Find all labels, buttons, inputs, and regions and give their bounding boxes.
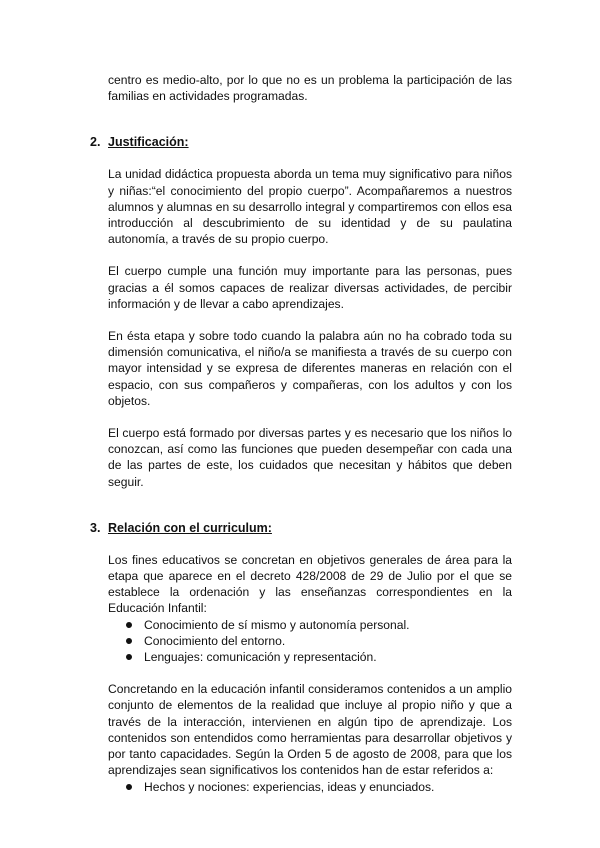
list-item	[126, 633, 512, 649]
list-item-text: Conocimiento de sí mismo y autonomía personal.	[144, 617, 410, 632]
curriculum-paragraph-2: Concretando en la educación infantil consideramos contenidos a un amplio conjunto de elementos de la realidad que incluye al propio niño y que a través de la interacción, intervienen en algún tipo de aprendizaje. Los contenidos son entendidos como herramientas para desarrollar objetivos y por tanto capacidades. Según la Orden 5 de agosto de 2008, para que los aprendizajes sean significativos los contenidos han de estar referidos a:	[108, 682, 512, 778]
section-2-heading	[90, 134, 512, 150]
justification-paragraph-1: La unidad didáctica propuesta aborda un tema muy significativo para niños y niñas:“el conocimiento del propio cuerpo”. Acompañaremos a nuestros alumnos y alumnas en su desarrollo integral y compartiremos con ellos esa introducción al descubrimiento de su identidad y de su paulatina autonomía, a través de su propio cuerpo.	[108, 167, 512, 247]
bullet-icon	[126, 654, 132, 660]
contents-list	[108, 779, 512, 795]
list-item	[126, 617, 512, 633]
list-item-text: Conocimiento del entorno.	[144, 633, 286, 648]
bullet-icon	[126, 622, 132, 628]
justification-paragraph-4: El cuerpo está formado por diversas partes y es necesario que los niños lo conozcan, así como las funciones que pueden desempeñar con cada una de las partes de este, los cuidados que necesitan y hábitos que deben seguir.	[108, 426, 512, 489]
list-item-text: Lenguajes: comunicación y representación.	[144, 650, 377, 665]
list-item-text: Hechos y nociones: experiencias, ideas y enunciados.	[144, 779, 435, 794]
bullet-icon	[126, 784, 132, 790]
justification-paragraph-3: En ésta etapa y sobre todo cuando la palabra aún no ha cobrado toda su dimensión comunicativa, el niño/a se manifiesta a través de su cuerpo con mayor intensidad y se expresa de diferentes maneras en relación con el espacio, con sus compañeros y compañeras, con los adultos y con los objetos.	[108, 329, 512, 408]
curriculum-paragraph-1: Los fines educativos se concretan en objetivos generales de área para la etapa que aparece en el decreto 428/2008 de 29 de Julio por el que se establece la ordenación y las enseñanzas correspondientes en la Educación Infantil:	[108, 552, 512, 616]
curriculum-areas-list	[108, 617, 512, 666]
section-3-number: 3.	[90, 520, 101, 535]
section-3-title: Relación con el curriculum:	[108, 520, 272, 535]
justification-paragraph-2: El cuerpo cumple una función muy importante para las personas, pues gracias a él somos capaces de realizar diversas actividades, de percibir información y de llevar a cabo aprendizajes.	[108, 264, 512, 311]
intro-paragraph: centro es medio-alto, por lo que no es un problema la participación de las familias en actividades programadas.	[108, 73, 512, 104]
list-item	[126, 779, 512, 795]
section-2-number: 2.	[90, 135, 101, 150]
section-3-heading	[90, 520, 512, 536]
list-item	[126, 649, 512, 665]
bullet-icon	[126, 638, 132, 644]
section-2-title: Justificación:	[108, 135, 189, 150]
